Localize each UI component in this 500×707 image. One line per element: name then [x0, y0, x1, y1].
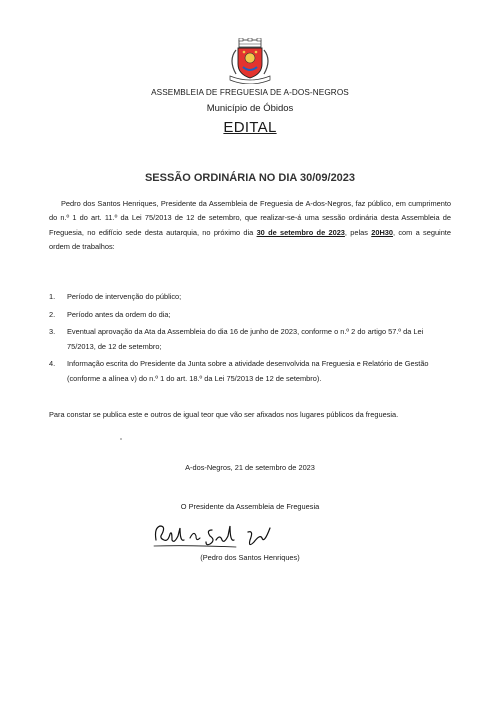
agenda-text: Período de intervenção do público;	[67, 292, 182, 301]
intro-text-middle: , pelas	[344, 227, 372, 237]
agenda-number: 2.	[49, 309, 56, 319]
handwritten-signature	[150, 518, 280, 552]
document-title: EDITAL	[223, 119, 277, 136]
agenda-number: 1.	[49, 292, 56, 301]
closing-paragraph: Para constar se publica este e outros de igual teor que vão ser afixados nos lugares públicos da freguesia.	[49, 410, 399, 419]
coat-of-arms-emblem	[224, 38, 276, 84]
intro-text-before: Pedro dos Santos Henriques, Presidente da Assembleia de Freguesia de A-dos-Negros, faz público, em cumprimento do n.º 1 do art. 11.º da Lei 75/2013 de 12 de setembro, que realizar-se-á uma sessão ordinária desta Assembleia de Freguesia, no edifício sede desta autarquia, no próximo dia	[49, 199, 451, 237]
agenda-item	[49, 290, 451, 304]
agenda-text: Período antes da ordem do dia;	[67, 309, 171, 319]
session-title: SESSÃO ORDINÁRIA NO DIA 30/09/2023	[144, 172, 356, 184]
agenda-item	[49, 308, 451, 322]
municipality-name: Município de Óbidos	[206, 103, 294, 114]
agenda-item	[49, 325, 451, 354]
agenda-list	[49, 290, 451, 389]
place-and-date: A-dos-Negros, 21 de setembro de 2023	[185, 463, 315, 472]
agenda-number: 3.	[49, 327, 56, 337]
agenda-text: Eventual aprovação da Ata da Assembleia do dia 16 de junho de 2023, conforme o n.º 2 do artigo 57.º da Lei 75/2013, de 12 de setembro;	[67, 327, 424, 351]
session-date: 30 de setembro de 2023	[256, 227, 345, 237]
agenda-text: Informação escrita do Presidente da Junta sobre a atividade desenvolvida na Freguesia e Relatório de Gestão (conforme a alínea v) do n.º 1 do art. 18.º da Lei 75/2013 de 12 de setembro).	[67, 359, 429, 383]
signer-name: (Pedro dos Santos Henriques)	[200, 553, 300, 562]
intro-text-after: , com a seguinte ordem de trabalhos:	[49, 227, 451, 251]
signer-role: O Presidente da Assembleia de Freguesia	[180, 502, 320, 511]
session-time: 20H30	[371, 227, 394, 237]
intro-paragraph	[49, 197, 451, 254]
speck-mark	[120, 438, 122, 440]
agenda-number: 4.	[49, 359, 56, 369]
agenda-item	[49, 357, 451, 386]
organization-name: ASSEMBLEIA DE FREGUESIA DE A-DOS-NEGROS	[151, 88, 349, 97]
